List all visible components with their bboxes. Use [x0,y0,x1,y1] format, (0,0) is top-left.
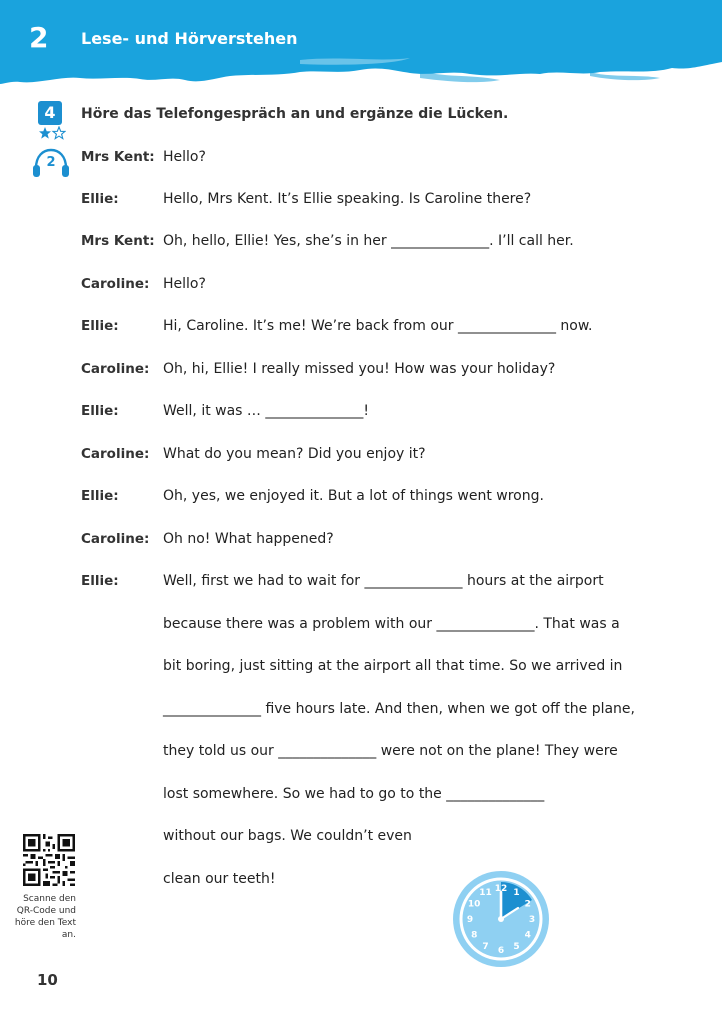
clock-number: 1 [513,888,520,899]
dialogue-line: they told us our ______________ were not on the plane! They were [163,743,618,759]
page-number: 10 [37,971,58,989]
clock-number: 10 [467,899,481,910]
star-filled-icon [39,127,51,139]
clock-number: 5 [513,941,520,952]
dialogue-line: Well, it was … ______________! [163,403,369,419]
speaker-label: Ellie: [81,573,119,589]
dialogue-line: Hello, Mrs Kent. It’s Ellie speaking. Is Caroline there? [163,191,532,207]
speaker-label: Ellie: [81,318,119,334]
chapter-title: Lese- und Hörverstehen [81,29,298,48]
audio-track-indicator [31,146,71,180]
speaker-label: Caroline: [81,446,150,462]
dialogue-line: Oh, yes, we enjoyed it. But a lot of things went wrong. [163,488,544,504]
clock-number: 9 [466,915,474,925]
clock-number: 8 [471,930,478,941]
dialogue-line: Hi, Caroline. It’s me! We’re back from our ______________ now. [163,318,593,334]
dialogue-line: Hello? [163,276,206,292]
speaker-label: Caroline: [81,276,150,292]
dialogue-line: Oh no! What happened? [163,531,334,547]
dialogue-line: lost somewhere. So we had to go to the ______________ [163,786,545,802]
clock-number: 2 [524,899,531,910]
dialogue-line: because there was a problem with our ______________. That was a [163,616,620,632]
speaker-label: Caroline: [81,531,150,547]
task-number-badge: 4 [38,101,62,125]
dialogue-line: ______________ five hours late. And then, when we got off the plane, [163,701,635,717]
speaker-label: Mrs Kent: [81,233,155,249]
qr-code[interactable] [23,834,75,886]
speaker-label: Ellie: [81,403,119,419]
qr-caption: Scanne den QR-Code und höre den Text an. [14,894,76,940]
dialogue-line: Well, first we had to wait for ______________ hours at the airport [163,573,604,589]
dialogue-line: without our bags. We couldn’t even [163,828,412,844]
task-instruction: Höre das Telefongespräch an und ergänze die Lücken. [81,106,509,122]
clock-number: 6 [497,946,505,956]
chapter-number: 2 [29,21,49,54]
speaker-label: Caroline: [81,361,150,377]
clock-icon [452,870,550,968]
clock-number: 11 [479,888,492,899]
difficulty-stars [38,126,66,140]
clock-number: 4 [524,930,531,941]
clock-number: 12 [494,884,508,894]
clock-number: 7 [482,941,489,952]
dialogue-line: Hello? [163,149,206,165]
speaker-label: Mrs Kent: [81,149,155,165]
dialogue-line: clean our teeth! [163,871,276,887]
star-outline-icon [53,127,65,139]
dialogue-line: Oh, hi, Ellie! I really missed you! How was your holiday? [163,361,556,377]
speaker-label: Ellie: [81,488,119,504]
speaker-label: Ellie: [81,191,119,207]
dialogue-line: bit boring, just sitting at the airport all that time. So we arrived in [163,658,623,674]
audio-track-number: 2 [46,155,56,170]
dialogue-line: What do you mean? Did you enjoy it? [163,446,426,462]
dialogue-line: Oh, hello, Ellie! Yes, she’s in her ______________. I’ll call her. [163,233,574,249]
clock-number: 3 [528,915,536,925]
